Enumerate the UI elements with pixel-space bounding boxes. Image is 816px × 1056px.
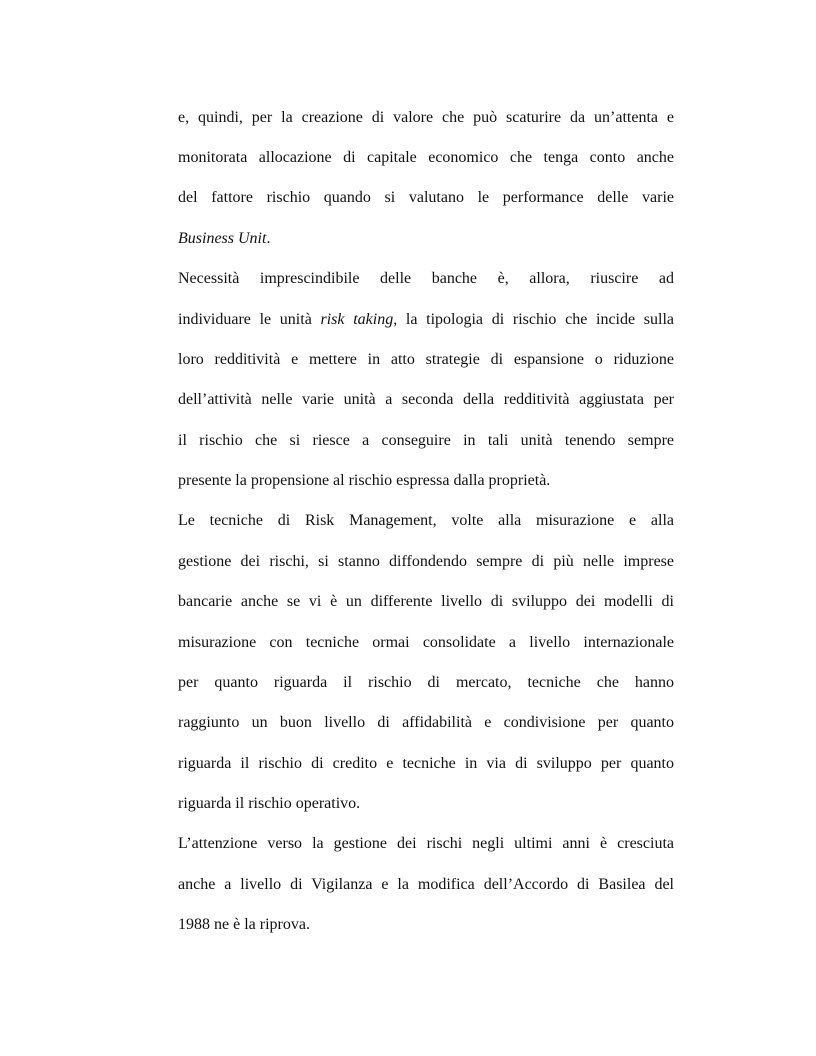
italic-term: risk taking — [320, 311, 394, 328]
text-line-18: riguarda il rischio operativo. — [178, 795, 361, 812]
text-line-15: per quanto riguarda il rischio di mercato, tecniche che hanno — [178, 674, 674, 691]
text-line-9: il rischio che si riesce a conseguire in tali unità tenendo sempre — [178, 432, 674, 449]
text-line-6 — [178, 308, 674, 332]
text-line-14: misurazione con tecniche ormai consolidate a livello internazionale — [178, 634, 674, 651]
text-line-3: del fattore rischio quando si valutano le performance delle varie — [178, 189, 674, 206]
text-line-12: gestione dei rischi, si stanno diffondendo sempre di più nelle imprese — [178, 553, 674, 570]
text-line-7: loro redditività e mettere in atto strategie di espansione o riduzione — [178, 351, 674, 368]
text-fragment: individuare le unità — [178, 311, 321, 328]
text-line-2: monitorata allocazione di capitale economico che tenga conto anche — [178, 149, 674, 166]
text-line-1: e, quindi, per la creazione di valore che può scaturire da un’attenta e — [178, 109, 674, 126]
text-fragment: . — [266, 230, 271, 247]
text-line-10: presente la propensione al rischio espressa dalla proprietà. — [178, 472, 551, 489]
text-line-16: raggiunto un buon livello di affidabilità e condivisione per quanto — [178, 714, 674, 731]
text-line-13: bancarie anche se vi è un differente livello di sviluppo dei modelli di — [178, 593, 674, 610]
text-line-8: dell’attività nelle varie unità a seconda della redditività aggiustata per — [178, 391, 674, 408]
text-line-21: 1988 ne è la riprova. — [178, 916, 310, 933]
text-line-20: anche a livello di Vigilanza e la modifica dell’Accordo di Basilea del — [178, 876, 674, 893]
text-line-5: Necessità imprescindibile delle banche è, allora, riuscire ad — [178, 270, 674, 287]
text-line-19: L’attenzione verso la gestione dei rischi negli ultimi anni è cresciuta — [178, 835, 674, 852]
text-line-11: Le tecniche di Risk Management, volte alla misurazione e alla — [178, 512, 674, 529]
text-fragment: , la tipologia di rischio che incide sulla — [393, 311, 675, 328]
text-line-17: riguarda il rischio di credito e tecniche in via di sviluppo per quanto — [178, 755, 674, 772]
italic-term: Business Unit — [178, 230, 267, 247]
text-line-4 — [178, 227, 674, 251]
